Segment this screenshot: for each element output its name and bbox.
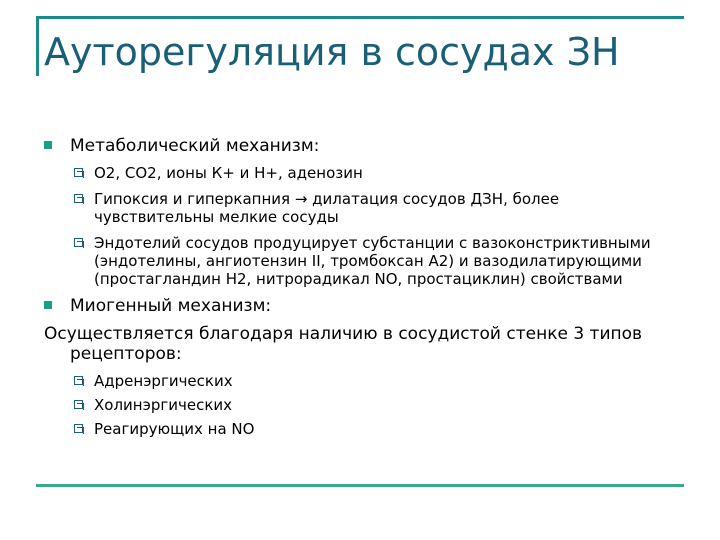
square-bullet-icon bbox=[44, 141, 52, 149]
bullet-text: Метаболический механизм: bbox=[70, 136, 320, 156]
sub-bullet-text: Реагирующих на NO bbox=[94, 420, 255, 438]
sub-bullet-text: Эндотелий сосудов продуцирует субстанции с вазоконстриктивными (эндотелины, ангиотензин II, тромбоксан А2) и вазодилатирующими (простагландин Н2, нитрорадикал NO, простациклин) свойствами bbox=[94, 234, 651, 288]
hollow-square-bullet-icon bbox=[74, 376, 83, 385]
top-rule bbox=[38, 16, 684, 19]
sub-bullet-item bbox=[44, 396, 684, 414]
sub-bullet-item bbox=[44, 190, 684, 226]
slide-content bbox=[44, 136, 684, 444]
body-paragraph: Осуществляется благодаря наличию в сосудистой стенке 3 типов рецепторов: bbox=[44, 324, 643, 364]
bottom-rule bbox=[36, 484, 684, 487]
square-bullet-icon bbox=[44, 301, 52, 309]
bullet-item-metabolic bbox=[44, 136, 684, 156]
bullet-text: Миогенный механизм: bbox=[70, 296, 272, 316]
sub-bullet-item bbox=[44, 234, 684, 288]
sub-bullet-item bbox=[44, 164, 684, 182]
sub-bullet-text: Холинэргических bbox=[94, 396, 233, 414]
sub-bullet-item bbox=[44, 372, 684, 390]
hollow-square-bullet-icon bbox=[74, 238, 83, 247]
hollow-square-bullet-icon bbox=[74, 168, 83, 177]
hollow-square-bullet-icon bbox=[74, 400, 83, 409]
hollow-square-bullet-icon bbox=[74, 424, 83, 433]
sub-bullet-item bbox=[44, 420, 684, 438]
hollow-square-bullet-icon bbox=[74, 194, 83, 203]
sub-bullet-text: Гипоксия и гиперкапния → дилатация сосудов ДЗН, более чувствительны мелкие сосуды bbox=[94, 190, 560, 226]
bullet-item-myogenic bbox=[44, 296, 684, 316]
slide-title: Ауторегуляция в сосудах ЗН bbox=[44, 30, 620, 74]
left-rule bbox=[36, 16, 39, 76]
sub-bullet-text: Адренэргических bbox=[94, 372, 233, 390]
sub-bullet-text: О2, СО2, ионы К+ и Н+, аденозин bbox=[94, 164, 363, 182]
